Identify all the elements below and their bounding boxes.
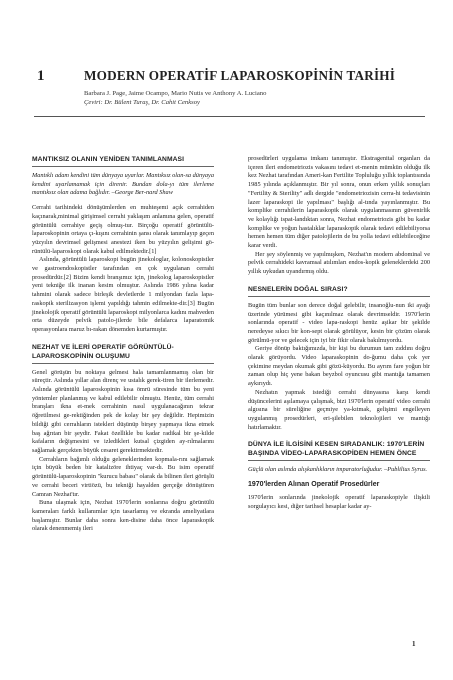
page-number: 1 — [412, 640, 416, 648]
spacer — [32, 335, 214, 343]
paragraph: Cerrahların bağımlı olduğu geleneklerinden kopmala-rını sağlamak için büyük beden bir katalizöre ihtiyaç var-dı. Bu isim operatif görüntülü-laparoskopinin "kurucu babası" olarak da bilinen ileri görüşlü ve cerrahi beceri virtiözü, bu tekniği hayalden gerçeğe dönüştüren Camran Nezhat'tır. — [32, 455, 214, 498]
paragraph: Buna ulaşmak için, Nezhat 1970'lerin sonlarına doğru görüntülü kameraları farklı kullanımlar için tasarlamış ve ekranda ameliyatlara başlamıştır. Bunlar daha sonra ken-disine daha önce laparaskopik olarak denenmemiş ileri — [32, 499, 214, 533]
chapter-title: MODERN OPERATİF LAPAROSKOPİNİN TARİHİ — [84, 68, 396, 83]
section-heading-rule — [32, 166, 214, 167]
paragraph: Her şey söylenmiş ve yapılmışken, Nezhat'ın modern abdominal ve pelvik cerrahideki kavramsal atılımları endos-kopik geleneklerdeki 200 yıllık uykudan uyandırmış oldu. — [248, 250, 430, 276]
chapter-number: 1 — [37, 68, 45, 84]
right-column — [248, 155, 430, 511]
paragraph: prosedürleri uygulama imkanı tanımıştır. Ekstragenital organları da içeren ileri endometriozis vakasını tedavi et-menin mümkün olduğu ilk kez Nezhat tarafından Ameri-kan Fertilite Topluluğu yıllık toplantısında 1985 yılında açıklanmıştır. Bir yıl sonra, onun erken yıllık sonuçları "Fertility & Sterility" adlı dergide "endometriozisin cerra-hi tedavisinin lazer laparaskopi ile yapılması" başlığı al-tında yayınlanmıştır. Bu komplike cerrahilerin laparaskopik olarak uygulanmasının güvenirlik ve kolaylığı ispat-landıktan sonra, Nezhat endometriozis gibi bu kadar komplike ve yoğun hastalıklar laparaskopik olarak tedavi edilebiliyorsa hemen hemen tüm diğer patolojilerin de bu yolla tedavi edilebileceğine karar verdi. — [248, 155, 430, 250]
paragraph: Cerrahi tarihindeki dönüşümlerden en muhteşemi açık cerrahiden kaçınarak,minimal girişimsel cerrahi yaklaşım anlamına gelen, operatif görüntülü cerrahiye geçiş olmuş-tur. Birçoğu operatif görüntülü- laparoskopinin ortaya çı-kışını cerrahinin şansı olarak tanımlayıp geçen yüzyılın devrimsel gelişmesi anestezi iken bu yüzyılın gelişimi gö-rüntülü-laparoskopi olarak kabul edilmektedir.[1] — [32, 204, 214, 255]
left-column — [32, 155, 214, 534]
section-heading-nesnelerin: NESNELERİN DOĞAL SIRASI? — [248, 285, 348, 293]
epigraph-syrus: Güçlü olan aslında alışkanlıkların imparatorluğudur. –Publilius Syrus. — [248, 466, 428, 474]
spacer — [248, 432, 430, 440]
section-heading-rule — [248, 296, 430, 297]
paragraph: 1970'lerin sonlarında jinekolojik operatif laparaskopiyle ilişkili sorgulayıcı kesi, diğer tarihsel hesaplar kadar ay- — [248, 493, 430, 510]
paragraph: Genel görüşün bu noktaya gelmesi hala tamamlanmamış olan bir süreçtir. Aslında yıllar alan direnç ve ustalık gerek-tiren bir ilerlemedir. Aslında görüntülü laparoskopinin kısa ömrü süresinde tüm bu yeni yöntemler planlanmış ve kabul edilebilir olmuştu. Henüz, tüm cerrahi branşları ikna et-mek cerrahinin nasıl uygulanacağının tekrar öğretilmesi ge-rektiğinden pek de kolay bir şey değildir. Hepimizin bildiği gibi cerrahların istekleri düşünüp birşey yapmaya ikna etmek baş ağrıtan bir şeydir. Fakat özellikle bu kadar radikal bir şe-kilde kafaların değişmesini ve izledikleri kutsal çizgiden ay-rılmalarını sağlamak gerçekten büyük cesaret gerektirmektedir. — [32, 368, 214, 454]
subsection-heading-1970: 1970'lerden Alınan Operatif Prosedürler — [248, 481, 380, 489]
section-heading-rule — [32, 363, 214, 364]
paragraph: Aslında, görüntülü laparoskopi bugün jinekologlar, kolonoskopistler ve gastroendoskopistler tarafından en çok uygulanan cerrahi prosedürdür.[2] Bizim kendi branşımız için, jinekolog laparoskopistler yeni tekniğe ilk inanan kesim olmuştur. Aslında 1986 yılına kadar tahmini olarak sadece birleşik devletlerde 1 milyondan fazla lapa-raskopik sterilizasyon işlemi yapıldığı tahmin edilmekte-dir.[3] Bugün jinekolojik operatif görüntülü laparoskopi milyonlarca kadını mahveden orta düzeyde pelvik patolo-jilerde bile defalarca laparatomik operasyonlara maruz bı-rakan dönemden kurtarmıştır. — [32, 256, 214, 333]
section-heading-rule — [248, 460, 430, 461]
translator-names: Çeviri: Dr. Bülent Turaş, Dr. Cahit Cenksoy — [84, 99, 200, 106]
section-heading-mantiksiz: MANTIKSIZ OLANIN YENİDEN TANIMLANMASI — [32, 156, 185, 163]
section-heading-nezhat: NEZHAT VE İLERİ OPERATİF GÖRÜNTÜLÜ-LAPAROSKOPİNİN OLUŞUMU — [32, 343, 174, 360]
header-rule — [34, 116, 425, 117]
spacer — [248, 277, 430, 285]
author-names: Barbara J. Page, Jaime Ocampo, Mario Nutis ve Anthony A. Luciano — [84, 90, 267, 97]
epigraph-shaw: Mantıklı adam kendini tüm dünyaya uyarlar. Mantıksız olan-sa dünyaya kendini uyarlamamak için direnir. Bundan dola-yı tüm ilerleme mantıksız olan adama bağlıdır. –George Ber-nard Shaw — [32, 172, 214, 197]
paragraph: Nezhatın yapmak istediği cerrahi dünyasına karşı kendi düşüncelerini aşılamaya çalışmak, bizi 1970'lerin operatif video cerrahi algısına bir süreliğine geçmiye ya-kıtmak, gelişimi engelleyen uygulanmış prosedürleri, eri-şilebilen teknolojileri ve mantığı hatırlamaktır. — [248, 388, 430, 431]
paragraph: Bugün tüm bunlar son derece doğal gelebilir, insanoğlu-nun iki ayağı üzerinde yürümesi gibi kaçınılmaz olarak devrimseldir. 1970'lerin sonlarında operatif - video lapa-raskopi henüz aşikar bir şekilde neredeyse sıkıcı bir kon-sept olarak görülüyor, kesin bir çözüm olarak görülmü-yor ve gelecek için iyi bir fikir olarak bakılmıyordu. — [248, 301, 430, 344]
paragraph: Geriye dönüp baktığımızda, bir kişi bu durumun tam zıddını doğru olarak görüyordu. Video laparaskopinin do-ğumu daha çok yer çekimine meydan okumak gibi gözü-küyordu. Bu ayrım fare yoğun bir zaman olup hiç yene bakan beyzbol oyuncusu gibi mantığa tamamen aykırıydı. — [248, 345, 430, 388]
chapter-authors — [84, 89, 266, 107]
section-heading-dunya: DÜNYA İLE İLGİSİNİ KESEN SIRADANLIK: 1970'LERİN BAŞINDA VİDEO-LAPARASKOPİDEN HEMEN ÖNCE — [248, 441, 425, 458]
